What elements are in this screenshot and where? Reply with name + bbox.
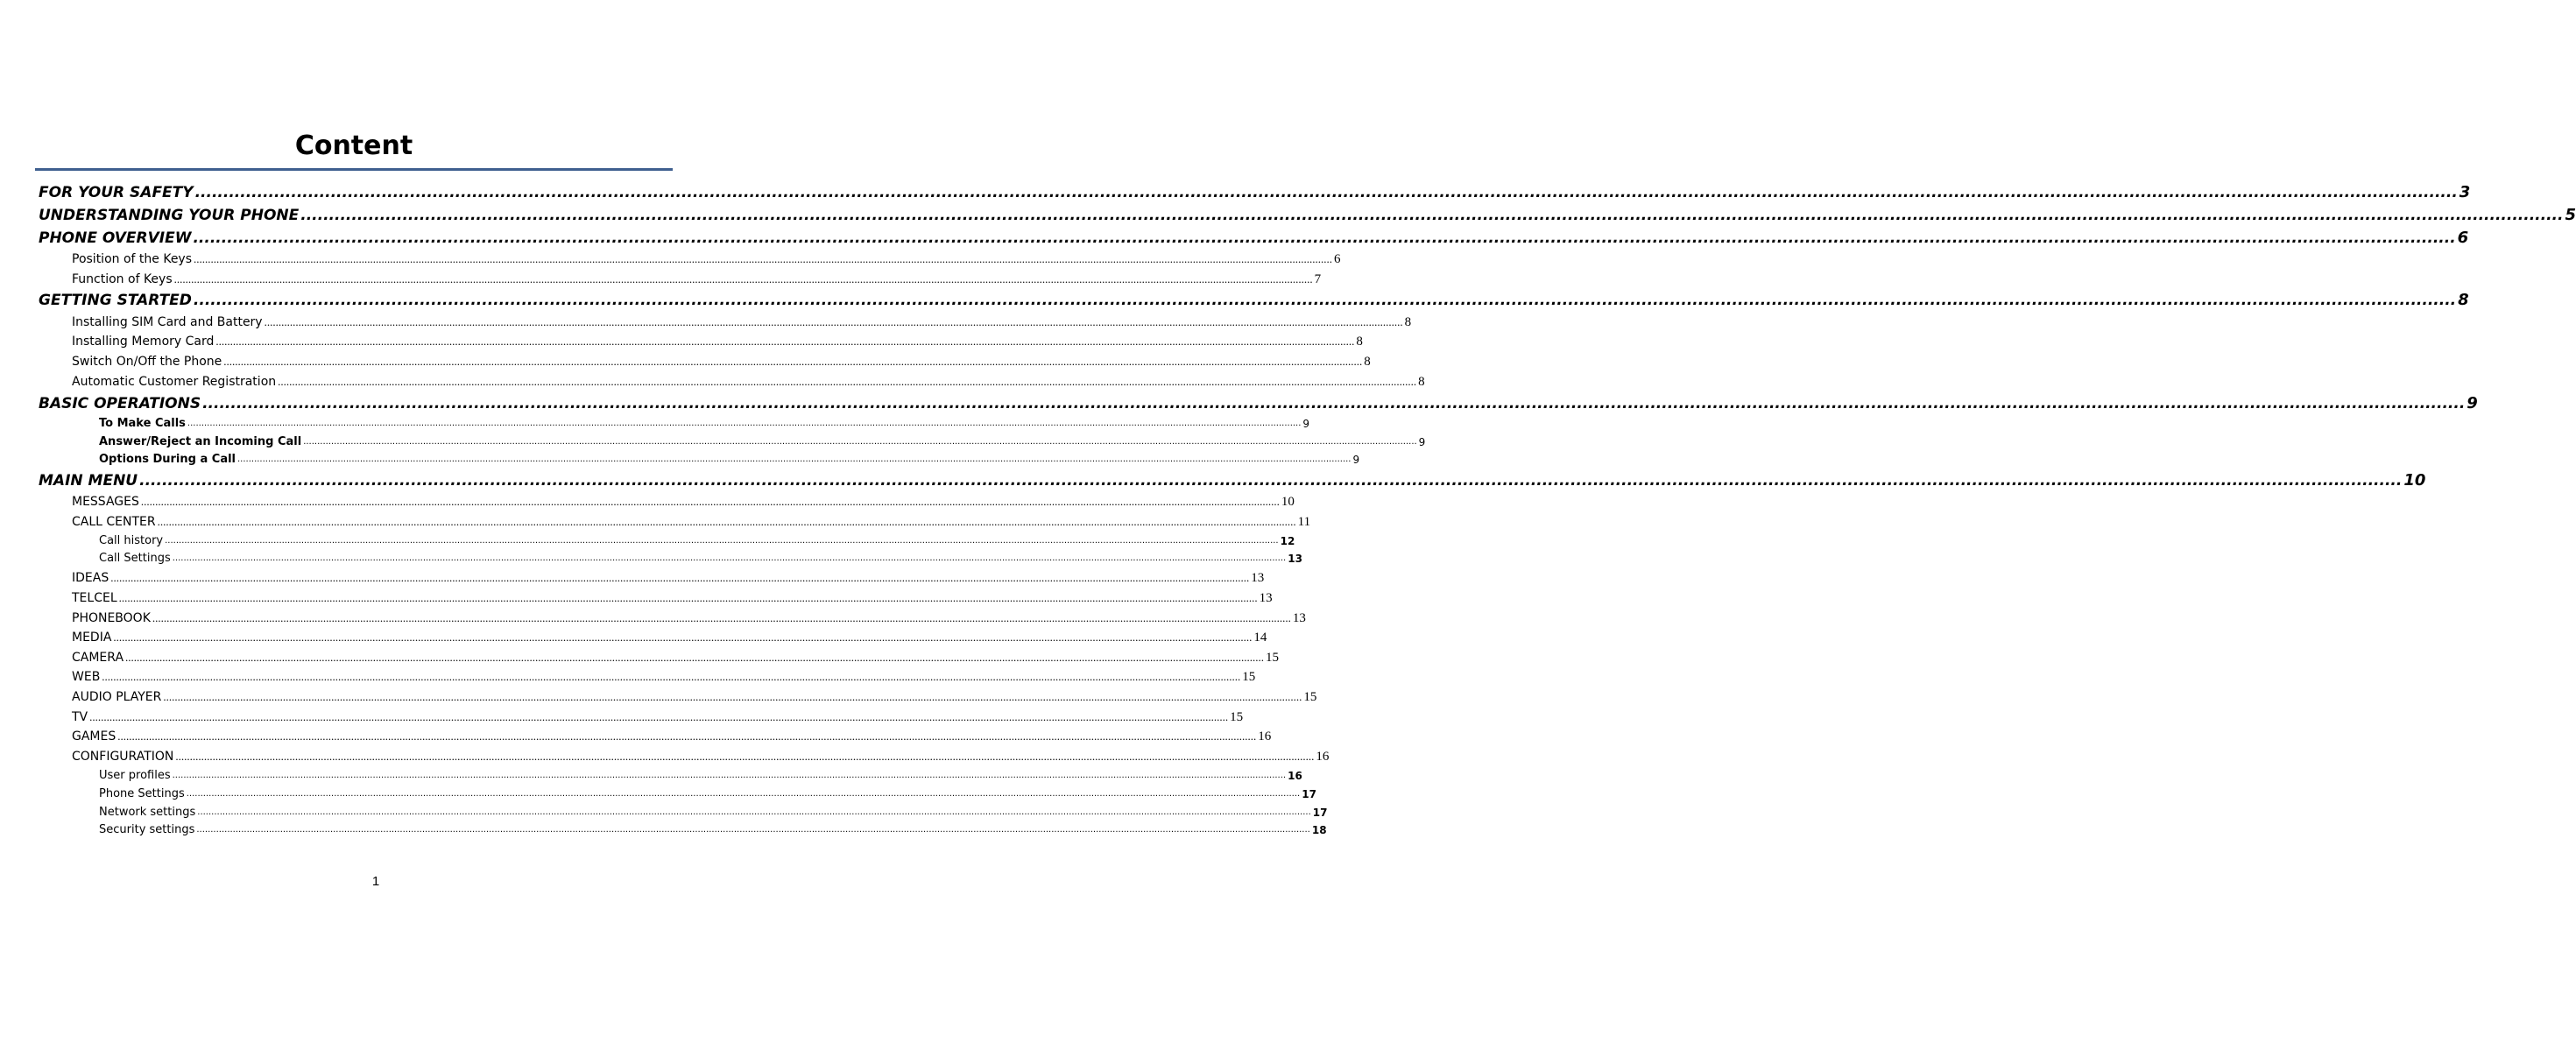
toc-entry-phone-overview[interactable]: PHONE OVERVIEW ................................................................................................................................................................................................................................................................................................................................................................................................................ 6	[39, 229, 2469, 247]
toc-entry-for-your-safety[interactable]: FOR YOUR SAFETY ................................................................................................................................................................................................................................................................................................................................................................................................................ 3	[39, 183, 2471, 201]
toc-entry-options-during-a-call[interactable]: Options During a Call ................................................................................................................................................................................................................................................................................................................................................................................................................ 9	[99, 453, 1360, 466]
toc-entry-position-of-the-keys[interactable]: Position of the Keys ................................................................................................................................................................................................................................................................................................................................................................................................................ 6	[72, 252, 1341, 266]
toc-entry-main-menu[interactable]: MAIN MENU ................................................................................................................................................................................................................................................................................................................................................................................................................ 10	[39, 471, 2426, 490]
toc-entry-network-settings[interactable]: Network settings ................................................................................................................................................................................................................................................................................................................................................................................................................ 17	[99, 806, 1328, 819]
toc-entry-function-of-keys[interactable]: Function of Keys ................................................................................................................................................................................................................................................................................................................................................................................................................ 7	[72, 272, 1322, 286]
toc-entry-ideas[interactable]: IDEAS ................................................................................................................................................................................................................................................................................................................................................................................................................ 13	[72, 571, 1265, 585]
toc-entry-configuration[interactable]: CONFIGURATION ................................................................................................................................................................................................................................................................................................................................................................................................................ 16	[72, 750, 1330, 764]
toc-entry-tv[interactable]: TV ................................................................................................................................................................................................................................................................................................................................................................................................................ 15	[72, 710, 1244, 724]
toc-entry-security-settings[interactable]: Security settings ................................................................................................................................................................................................................................................................................................................................................................................................................ 18	[99, 823, 1327, 836]
toc-entry-switch-on-off-the-phone[interactable]: Switch On/Off the Phone ................................................................................................................................................................................................................................................................................................................................................................................................................ 8	[72, 355, 1371, 369]
toc-entry-camera[interactable]: CAMERA ................................................................................................................................................................................................................................................................................................................................................................................................................ 15	[72, 651, 1280, 665]
toc-entry-automatic-customer-registration[interactable]: Automatic Customer Registration ................................................................................................................................................................................................................................................................................................................................................................................................................ 8	[72, 375, 1425, 389]
toc-entry-basic-operations[interactable]: BASIC OPERATIONS ................................................................................................................................................................................................................................................................................................................................................................................................................ 9	[39, 394, 2478, 412]
toc-entry-installing-memory-card[interactable]: Installing Memory Card ................................................................................................................................................................................................................................................................................................................................................................................................................ 8	[72, 335, 1363, 349]
toc-entry-call-history[interactable]: Call history ................................................................................................................................................................................................................................................................................................................................................................................................................ 12	[99, 534, 1295, 547]
toc-entry-user-profiles[interactable]: User profiles ................................................................................................................................................................................................................................................................................................................................................................................................................ 16	[99, 769, 1302, 782]
page-title: Content	[294, 130, 413, 161]
toc-entry-phone-settings[interactable]: Phone Settings ................................................................................................................................................................................................................................................................................................................................................................................................................ 17	[99, 787, 1316, 800]
toc-entry-media[interactable]: MEDIA ................................................................................................................................................................................................................................................................................................................................................................................................................ 14	[72, 631, 1267, 645]
toc-entry-web[interactable]: WEB ................................................................................................................................................................................................................................................................................................................................................................................................................ 15	[72, 670, 1256, 684]
toc-entry-phonebook[interactable]: PHONEBOOK ................................................................................................................................................................................................................................................................................................................................................................................................................ 13	[72, 611, 1306, 625]
toc-entry-messages[interactable]: MESSAGES ................................................................................................................................................................................................................................................................................................................................................................................................................ 10	[72, 495, 1295, 509]
toc-entry-call-center[interactable]: CALL CENTER ................................................................................................................................................................................................................................................................................................................................................................................................................ 11	[72, 515, 1311, 529]
page-number: 1	[371, 874, 380, 889]
toc-entry-understanding-your-phone[interactable]: UNDERSTANDING YOUR PHONE ................................................................................................................................................................................................................................................................................................................................................................................................................ 5	[39, 206, 2576, 224]
toc-entry-getting-started[interactable]: GETTING STARTED ................................................................................................................................................................................................................................................................................................................................................................................................................ 8	[39, 291, 2469, 309]
toc-entry-call-settings[interactable]: Call Settings ................................................................................................................................................................................................................................................................................................................................................................................................................ 13	[99, 552, 1302, 565]
toc-entry-to-make-calls[interactable]: To Make Calls ................................................................................................................................................................................................................................................................................................................................................................................................................ 9	[99, 417, 1310, 430]
toc-entry-telcel[interactable]: TELCEL ................................................................................................................................................................................................................................................................................................................................................................................................................ 13	[72, 591, 1273, 605]
toc-entry-installing-sim-card-and-battery[interactable]: Installing SIM Card and Battery ................................................................................................................................................................................................................................................................................................................................................................................................................ 8	[72, 315, 1412, 329]
toc-entry-audio-player[interactable]: AUDIO PLAYER ................................................................................................................................................................................................................................................................................................................................................................................................................ 15	[72, 690, 1317, 704]
toc-entry-answer-reject-an-incoming-call[interactable]: Answer/Reject an Incoming Call ................................................................................................................................................................................................................................................................................................................................................................................................................ 9	[99, 435, 1426, 448]
title-divider	[35, 168, 673, 171]
toc-entry-games[interactable]: GAMES ................................................................................................................................................................................................................................................................................................................................................................................................................ 16	[72, 729, 1272, 743]
